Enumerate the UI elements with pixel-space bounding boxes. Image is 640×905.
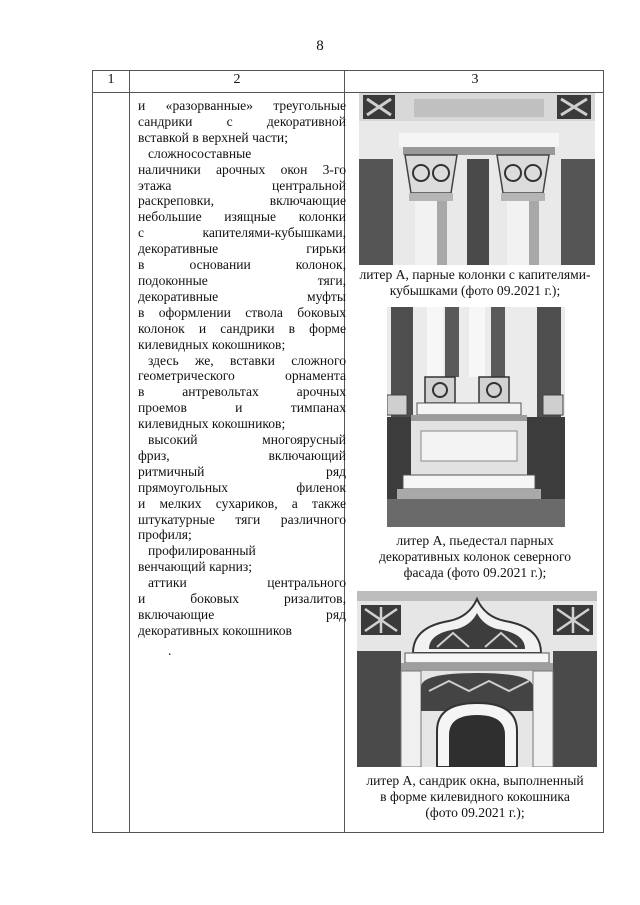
column-header-1: 1 (107, 72, 115, 87)
photo-column-pedestal (387, 307, 565, 527)
text-line: килевидных кокошников; (138, 416, 286, 432)
description-text (138, 98, 346, 659)
caption-line: кубышками (фото 09.2021 г.); (389, 283, 561, 298)
text-line: штукатурные тяги различного (138, 511, 346, 527)
caption-photo-1 (345, 267, 605, 299)
text-line: раскреповки, включающие (138, 193, 346, 209)
caption-line: в форме килевидного кокошника (380, 789, 570, 804)
caption-line: декоративных колонок северного (378, 549, 572, 564)
photo-paired-columns (359, 93, 595, 265)
text-line: ритмичный ряд (138, 463, 346, 479)
text-line: килевидных кокошников; (138, 336, 286, 352)
text-line: проемов и тимпанах (138, 400, 346, 416)
caption-line: литер А, парные колонки с капителями- (359, 267, 591, 282)
text-line: декоративные муфты (138, 288, 346, 304)
text-line: и мелких сухариков, а также (138, 495, 346, 511)
text-line: в антревольтах арочных (138, 384, 346, 400)
text-line: геометрического орнамента (138, 368, 346, 384)
text-line: сложносоставные (148, 145, 252, 161)
text-line: вставкой в верхней части; (138, 129, 288, 145)
text-line: высокий многоярусный (148, 432, 346, 448)
trailing-mark: . (168, 642, 172, 658)
text-line: небольшие изящные колонки (138, 209, 346, 225)
text-line: профилированный (148, 543, 256, 559)
column-header-3: 3 (471, 72, 479, 87)
text-line: аттики центрального (148, 575, 346, 591)
caption-photo-3 (345, 773, 605, 821)
caption-line: литер А, пьедестал парных (396, 533, 554, 548)
text-line: прямоугольных филенок (138, 479, 346, 495)
text-line: в основании колонок, (138, 257, 346, 273)
text-line: в оформлении ствола боковых (138, 304, 346, 320)
text-line: декоративных кокошников (138, 622, 292, 638)
text-line: фриз, включающий (138, 447, 346, 463)
page-number: 8 (316, 38, 324, 54)
column-divider (129, 71, 130, 832)
text-line: и боковых ризалитов, (138, 591, 346, 607)
text-line: профиля; (138, 527, 192, 543)
photo-window-sandrik (357, 591, 597, 767)
column-header-2: 2 (233, 72, 241, 87)
text-line: подоконные тяги, (138, 272, 346, 288)
text-line: сандрики с декоративной (138, 113, 346, 129)
text-line: и «разорванные» треугольные (138, 98, 346, 113)
text-line: этажа центральной (138, 177, 346, 193)
text-line: колонок и сандрики в форме (138, 320, 346, 336)
text-line: здесь же, вставки сложного (148, 352, 346, 368)
text-line: включающие ряд (138, 607, 346, 622)
text-line: декоративные гирьки (138, 241, 346, 257)
caption-photo-2 (345, 533, 605, 581)
caption-line: (фото 09.2021 г.); (425, 805, 525, 820)
text-line: наличники арочных окон 3-го (138, 161, 346, 177)
text-line: с капителями-кубышками, (138, 225, 346, 241)
text-line: венчающий карниз; (138, 559, 253, 575)
document-table (92, 70, 604, 833)
caption-line: фасада (фото 09.2021 г.); (403, 565, 547, 580)
caption-line: литер А, сандрик окна, выполненный (366, 773, 584, 788)
